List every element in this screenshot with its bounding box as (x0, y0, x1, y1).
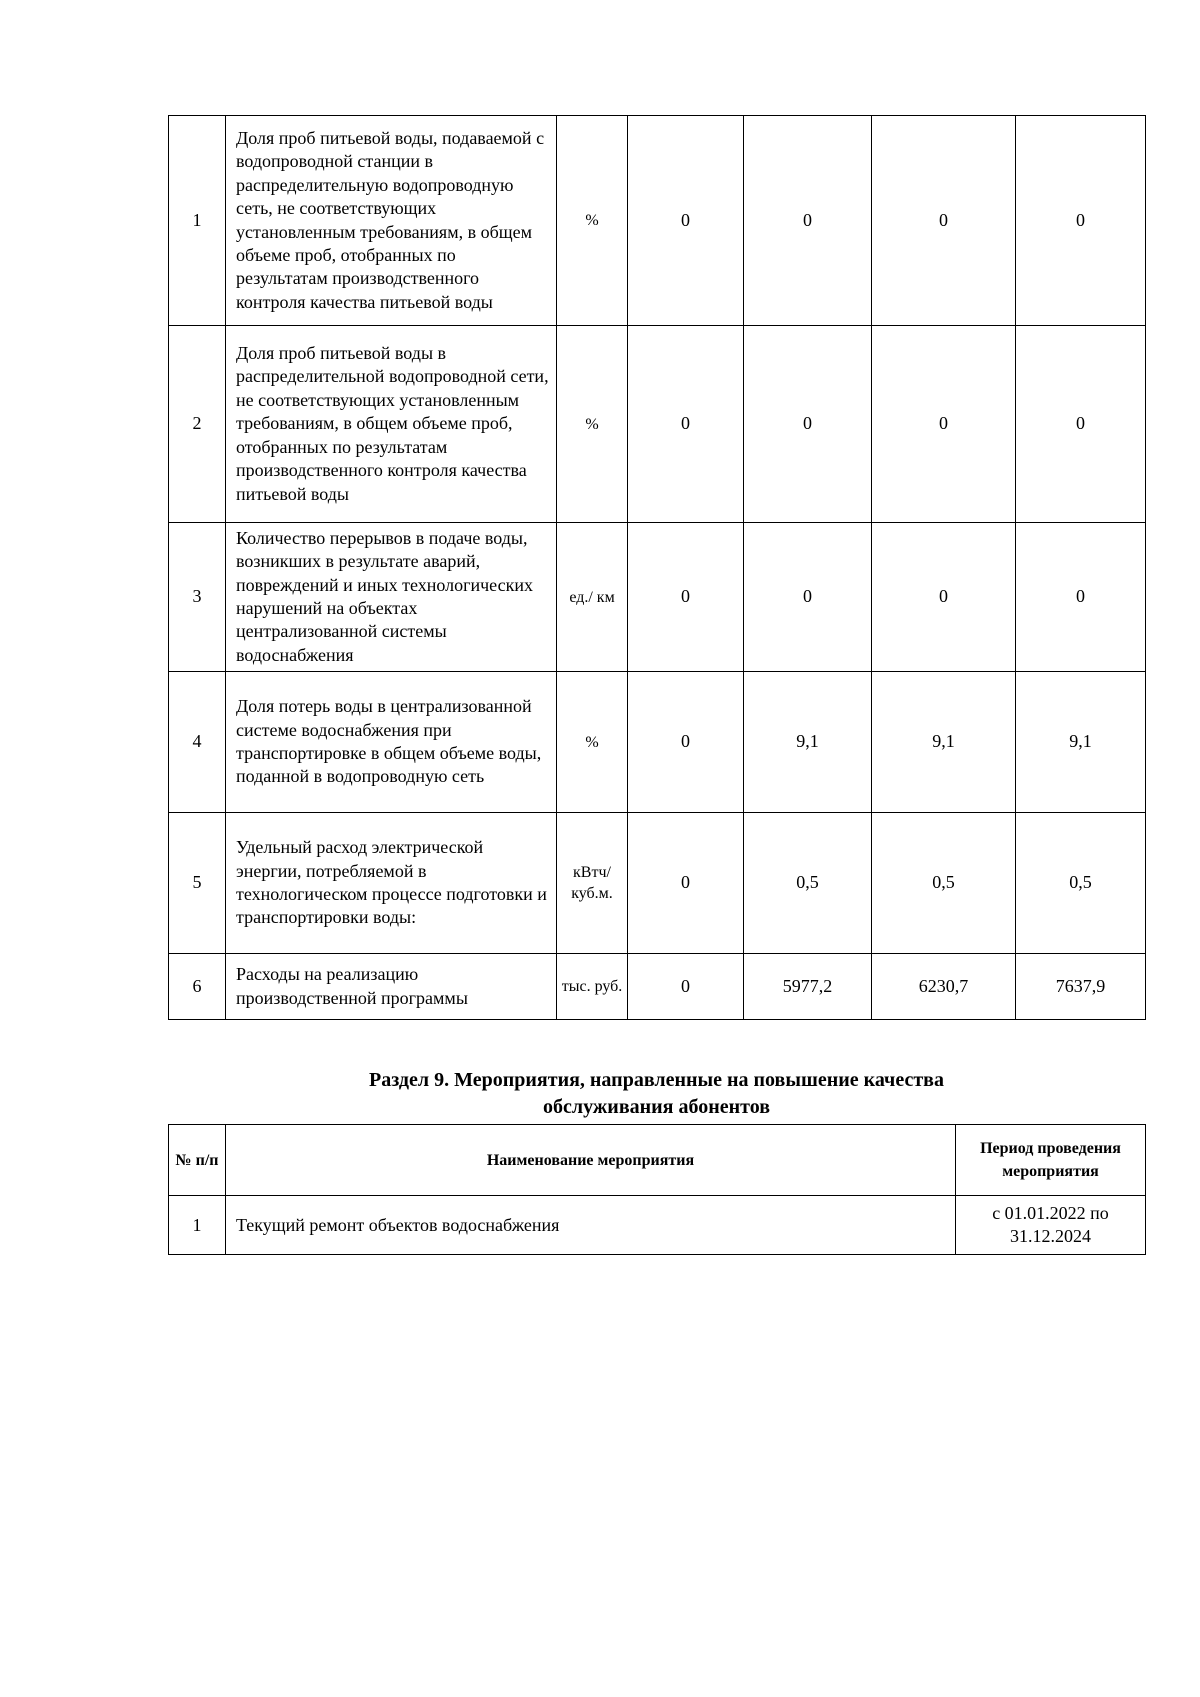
row-number: 1 (169, 116, 226, 326)
row-number: 2 (169, 326, 226, 523)
indicator-value: 9,1 (744, 672, 872, 813)
table-row (169, 326, 1146, 523)
row-number: 1 (169, 1196, 226, 1255)
indicator-value: 0 (744, 116, 872, 326)
indicator-value: 0 (872, 523, 1016, 672)
table-header-row (169, 1125, 1146, 1196)
table-row (169, 813, 1146, 954)
header-period: Период проведения мероприятия (956, 1125, 1146, 1196)
indicator-value: 0,5 (872, 813, 1016, 954)
indicator-value: 0 (872, 116, 1016, 326)
indicator-value: 0 (628, 116, 744, 326)
indicator-unit: тыс. руб. (557, 954, 628, 1020)
indicator-name: Удельный расход электрической энергии, потребляемой в технологическом процессе подготовки и транспортировки воды: (226, 813, 557, 954)
table-row (169, 523, 1146, 672)
table-row (169, 954, 1146, 1020)
row-number: 4 (169, 672, 226, 813)
indicator-value: 0 (1016, 523, 1146, 672)
indicator-value: 9,1 (872, 672, 1016, 813)
events-table (168, 1124, 1146, 1255)
indicator-name: Доля проб питьевой воды, подаваемой с водопроводной станции в распределительную водопроводную сеть, не соответствующих установленным требованиям, в общем объеме проб, отобранных по результатам производственного контроля качества питьевой воды (226, 116, 557, 326)
indicator-unit: ед./ км (557, 523, 628, 672)
event-period: с 01.01.2022 по 31.12.2024 (956, 1196, 1146, 1255)
indicator-value: 0 (1016, 326, 1146, 523)
section-title-line-2: обслуживания абонентов (542, 1096, 771, 1118)
indicator-value: 0 (744, 326, 872, 523)
indicator-value: 0 (1016, 116, 1146, 326)
indicator-value: 0 (628, 326, 744, 523)
indicator-value: 9,1 (1016, 672, 1146, 813)
indicators-table (168, 115, 1146, 1020)
section-title (168, 1067, 1145, 1121)
indicator-unit: % (557, 672, 628, 813)
indicator-value: 0 (628, 954, 744, 1020)
indicator-unit: % (557, 326, 628, 523)
indicator-value: 0,5 (1016, 813, 1146, 954)
indicator-value: 6230,7 (872, 954, 1016, 1020)
indicator-unit: % (557, 116, 628, 326)
table-row (169, 1196, 1146, 1255)
indicator-unit: кВтч/ куб.м. (557, 813, 628, 954)
indicator-value: 0,5 (744, 813, 872, 954)
indicator-value: 0 (628, 813, 744, 954)
row-number: 3 (169, 523, 226, 672)
table-row (169, 116, 1146, 326)
row-number: 6 (169, 954, 226, 1020)
indicator-name: Доля потерь воды в централизованной системе водоснабжения при транспортировке в общем объеме воды, поданной в водопроводную сеть (226, 672, 557, 813)
indicator-name: Доля проб питьевой воды в распределительной водопроводной сети, не соответствующих установленным требованиям, в общем объеме проб, отобранных по результатам производственного контроля качества питьевой воды (226, 326, 557, 523)
indicator-value: 0 (628, 672, 744, 813)
header-number: № п/п (169, 1125, 226, 1196)
row-number: 5 (169, 813, 226, 954)
indicator-name: Количество перерывов в подаче воды, возникших в результате аварий, повреждений и иных технологических нарушений на объектах централизованной системы водоснабжения (226, 523, 557, 672)
indicator-value: 0 (628, 523, 744, 672)
indicator-value: 0 (872, 326, 1016, 523)
section-title-line-1: Раздел 9. Мероприятия, направленные на повышение качества (369, 1069, 944, 1091)
indicator-value: 0 (744, 523, 872, 672)
indicator-name: Расходы на реализацию производственной программы (226, 954, 557, 1020)
table-row (169, 672, 1146, 813)
indicator-value: 7637,9 (1016, 954, 1146, 1020)
header-event-name: Наименование мероприятия (226, 1125, 956, 1196)
indicator-value: 5977,2 (744, 954, 872, 1020)
event-name: Текущий ремонт объектов водоснабжения (226, 1196, 956, 1255)
